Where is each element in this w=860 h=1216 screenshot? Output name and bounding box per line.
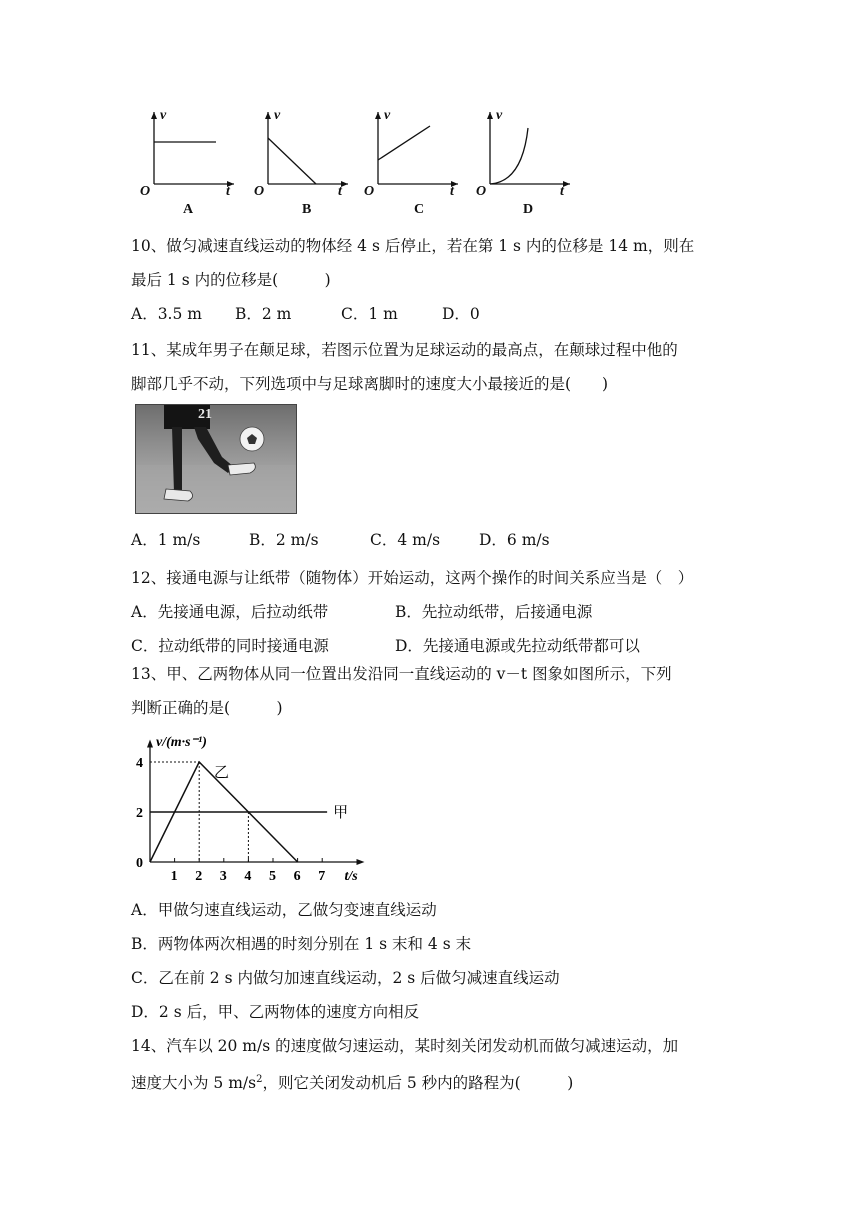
- graph-c-label: C: [414, 202, 425, 217]
- x-tick-label: 3: [219, 869, 227, 884]
- q10-line1: 10、做匀减速直线运动的物体经 4 s 后停止，若在第 1 s 内的位移是 14 m，则在: [131, 237, 695, 255]
- graph-b-v-label: v: [274, 108, 281, 123]
- q11-option-a[interactable]: A．1 m/s: [131, 531, 201, 549]
- q10-option-a[interactable]: A．3.5 m: [131, 305, 202, 323]
- graph-b-origin: O: [254, 184, 265, 199]
- graph-a-t-label: t: [226, 184, 230, 199]
- q14-line1: 14、汽车以 20 m/s 的速度做匀速运动，某时刻关闭发动机而做匀减速运动，加: [131, 1037, 679, 1055]
- q11-option-d[interactable]: D．6 m/s: [479, 531, 550, 549]
- q13-line2: 判断正确的是( ): [131, 699, 283, 717]
- graph-d-origin: O: [476, 184, 487, 199]
- graph-a-origin: O: [140, 184, 151, 199]
- graph-d-label: D: [523, 202, 534, 217]
- q12-option-a[interactable]: A．先接通电源，后拉动纸带: [131, 603, 329, 621]
- graph-c-t-label: t: [450, 184, 454, 199]
- x-tick-label: 2: [195, 869, 203, 884]
- football-photo-illustration: [136, 405, 296, 513]
- q10-option-b[interactable]: B．2 m: [235, 305, 292, 323]
- x-tick-label: 7: [318, 869, 326, 884]
- q12-line1: 12、接通电源与让纸带（随物体）开始运动，这两个操作的时间关系应当是（ ）: [131, 569, 694, 587]
- x-tick-label: 5: [269, 869, 276, 884]
- y-tick-label: 2: [136, 806, 143, 821]
- series-label-yi: 乙: [213, 765, 229, 781]
- y-tick-label: 0: [136, 856, 143, 871]
- q12-option-d[interactable]: D．先接通电源或先拉动纸带都可以: [395, 637, 640, 655]
- q11-option-c[interactable]: C．4 m/s: [370, 531, 441, 549]
- jersey-number: 21: [198, 407, 212, 422]
- q13-option-b[interactable]: B．两物体两次相遇的时刻分别在 1 s 末和 4 s 末: [131, 935, 472, 953]
- graph-b-t-label: t: [338, 184, 342, 199]
- graph-c: [362, 108, 462, 198]
- y-tick-label: 4: [136, 756, 143, 771]
- graph-c-v-label: v: [384, 108, 391, 123]
- vt-chart: [130, 730, 380, 885]
- q12-option-b[interactable]: B．先拉动纸带，后接通电源: [395, 603, 593, 621]
- q11-line2: 脚部几乎不动，下列选项中与足球离脚时的速度大小最接近的是( ): [131, 375, 609, 393]
- graph-a: [138, 108, 238, 198]
- q13-option-d[interactable]: D．2 s 后，甲、乙两物体的速度方向相反: [131, 1003, 420, 1021]
- q14-line2-sup: 2: [256, 1074, 263, 1085]
- graph-a-v-label: v: [160, 108, 167, 123]
- q11-line1: 11、某成年男子在颠足球，若图示位置为足球运动的最高点，在颠球过程中他的: [131, 341, 678, 359]
- q10-option-c[interactable]: C．1 m: [341, 305, 398, 323]
- graph-d-v-label: v: [496, 108, 503, 123]
- q12-option-c[interactable]: C．拉动纸带的同时接通电源: [131, 637, 329, 655]
- x-tick-label: 4: [244, 869, 252, 884]
- q14-line2-pre: 速度大小为 5 m/s: [131, 1074, 257, 1093]
- q13-option-a[interactable]: A．甲做匀速直线运动，乙做匀变速直线运动: [131, 901, 437, 919]
- x-axis-label: t/s: [344, 869, 358, 884]
- x-tick-label: 1: [170, 869, 178, 884]
- q10-option-d[interactable]: D．0: [442, 305, 480, 323]
- q13-option-c[interactable]: C．乙在前 2 s 内做匀加速直线运动，2 s 后做匀减速直线运动: [131, 969, 560, 987]
- q11-option-b[interactable]: B．2 m/s: [249, 531, 319, 549]
- graph-c-origin: O: [364, 184, 375, 199]
- x-axis-arrow: [357, 859, 365, 865]
- graph-a-label: A: [183, 202, 194, 217]
- x-tick-label: 6: [293, 869, 301, 884]
- graph-d-t-label: t: [560, 184, 564, 199]
- graph-b-label: B: [302, 202, 312, 217]
- graph-b: [252, 108, 352, 198]
- q10-line2: 最后 1 s 内的位移是( ): [131, 271, 331, 289]
- series-label-jia: 甲: [333, 805, 349, 821]
- graph-d: [474, 108, 574, 198]
- football-photo: [135, 404, 297, 514]
- y-axis-arrow: [147, 740, 153, 748]
- q14-line2: [131, 1070, 573, 1093]
- vt-chart-series: [150, 762, 348, 862]
- y-axis-label: v/(m·s⁻¹): [156, 735, 207, 750]
- q14-line2-post: ，则它关闭发动机后 5 秒内的路程为( ): [262, 1074, 574, 1093]
- q13-line1: 13、甲、乙两物体从同一位置出发沿同一直线运动的 v－t 图象如图所示，下列: [131, 665, 672, 683]
